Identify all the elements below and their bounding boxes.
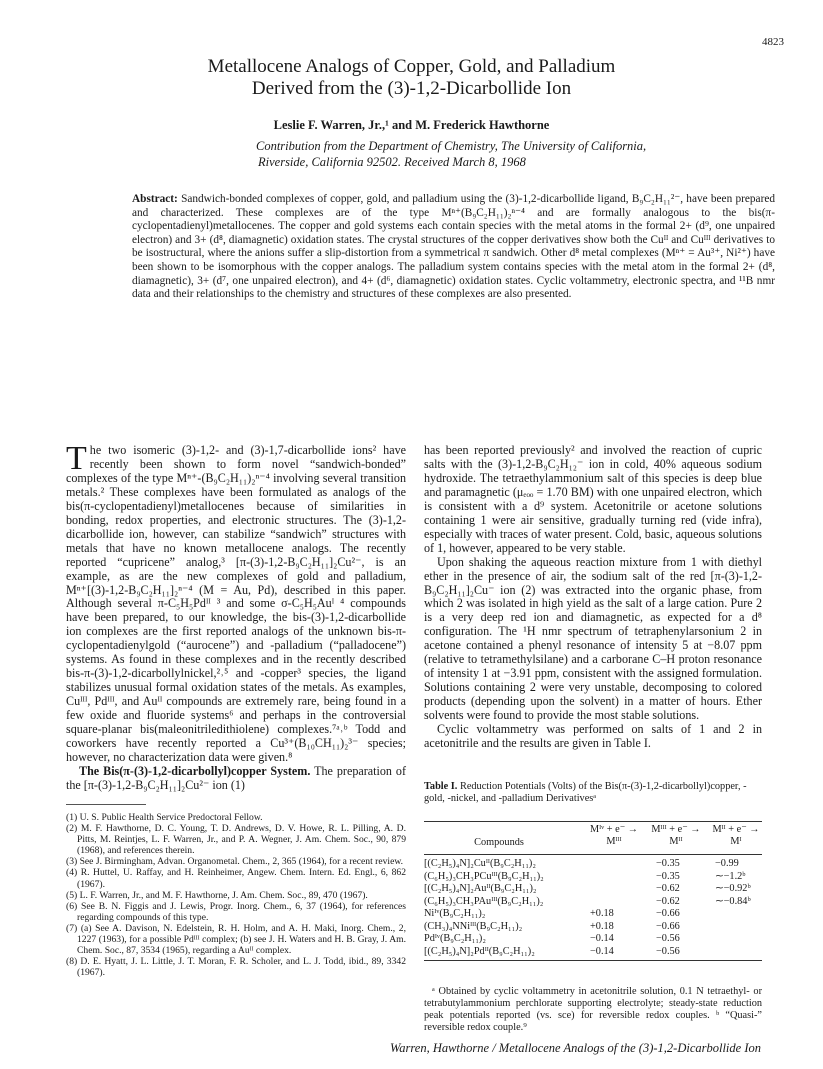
table-cell: +0.18	[590, 920, 614, 932]
table-cell: −0.66	[656, 920, 680, 932]
intro-paragraph	[66, 440, 406, 765]
table-row	[424, 908, 762, 921]
continued-paragraph: has been reported previously² and involved the reaction of cupric salts with the (3)-1,2-B₉C₂H₁₂⁻ ion in cold, 40% aqueous sodium hydroxide. The tetraethylammonium salt of this species is deep blue and paramagnetic (μₑₒₒ = 1.70 BM) with one unpaired electron, which is consistent with a d⁹ system. Acetonitrile or acetone solutions containing 1 were air sensitive, gradually turning red (vide infra), especially with traces of water present. Cold, basic, aqueous solutions of 1, however, appeared to be very stable.	[424, 443, 762, 555]
table-cell-compound: Niᴵᵛ(B₉C₂H₁₁)₂	[424, 908, 486, 919]
table-header-compounds: Compounds	[474, 837, 524, 848]
table-cell-compound: [(C₂H₅)₄N]₂Auᴵᴵ(B₉C₂H₁₁)₂	[424, 883, 537, 894]
table-footnote	[424, 986, 762, 1034]
extraction-paragraph: Upon shaking the aqueous reaction mixture from 1 with diethyl ether in the presence of air, the sodium salt of the red [π-(3)-1,2-B₉C₂H₁₁]₂Cu⁻ ion (2) was extracted into the organic phase, from which 2 was isolated in high yield as the salt of a large cation. Pure 2 is a very deep red ion and diamagnetic, as expected for a d⁸ configuration. The ¹H nmr spectrum of tetraphenylarsonium 2 in acetone contained a phenyl resonance of intensity 5 at −8.07 ppm (relative to tetramethylsilane) and a carborane C–H proton resonance of intensity 1 at −3.91 ppm, consistent with the assigned formulation. Solutions containing 2 were very unstable, decomposing to colored products (depending upon the solvent) in a matter of hours. Ether solvents were found to provide the most stable solutions.	[424, 554, 762, 723]
body-column-right	[424, 444, 762, 751]
running-footer: Warren, Hawthorne / Metallocene Analogs of the (3)-1,2-Dicarbollide Ion	[389, 1041, 761, 1055]
table-header-col-ii-i: Mᴵᴵ + e⁻ → Mᴵ	[712, 824, 760, 847]
paper-title	[0, 56, 823, 100]
affiliation-line-1: Contribution from the Department of Chemistry, The University of California,	[256, 139, 647, 153]
table-cell: −0.35	[656, 858, 680, 869]
table-cell: ∼−0.84ᵇ	[715, 895, 751, 907]
table-cell: −0.99	[715, 858, 739, 869]
table-cell: −0.62	[656, 895, 680, 907]
table-row	[424, 921, 762, 934]
affiliation-line-2: Riverside, California 92502. Received March 8, 1968	[258, 155, 526, 169]
abstract-label: Abstract:	[132, 193, 178, 205]
abstract-text: Sandwich-bonded complexes of copper, gold, and palladium using the (3)-1,2-dicarbollide ligand, B₉C₂H₁₁²⁻, have been prepared and characterized. These complexes are of the type Mⁿ⁺(B₉C₂H₁₁)₂ⁿ⁻⁴ and are formally analogous to the bis(π-cyclopentadienyl)metallocenes. The copper and gold systems each contain species with the metal atoms in the formal 2+ (d⁹, one unpaired electron) and 3+ (d⁸, diamagnetic) oxidation states. The crystal structures of the copper derivatives show both the Cuᴵᴵ and Cuᴵᴵᴵ derivatives to be isostructural, where the anions suffer a slip-distortion from a symmetrical π sandwich. Other d⁸ metal complexes (Mⁿ⁺ = Au³⁺, Ni²⁺) have been shown to be isomorphous with the copper analogs. The palladium system contains species with the metal atom in the formal 2+ (d⁸, diamagnetic), 3+ (d⁷, one unpaired electron), and 4+ (d⁶, diamagnetic) oxidation states. Cyclic voltammetry, electronic spectra, and ¹¹B nmr data and their relationships to the chemistry and structures of these complexes are also presented.	[132, 193, 775, 301]
body-column-left	[66, 440, 406, 793]
table-top-rule	[424, 821, 762, 822]
footnote-6: (6) See B. N. Figgis and J. Lewis, Progr. Inorg. Chem., 6, 37 (1964), for references regarding compounds of this type.	[66, 900, 406, 923]
table-footnote-text: ᵃ Obtained by cyclic voltammetry in acetonitrile solution, 0.1 N tetraethyl- or tetrabutylammonium perchlorate supporting electrolyte; steady-state reduction peak potentials reported (vs. sce) for reversible redox couples. ᵇ “Quasi-” reversible redox couple.⁹	[424, 986, 762, 1033]
drop-cap: T	[66, 440, 87, 477]
table-cell-compound: (C₆H₅)₃CH₃PAuᴵᴵᴵ(B₉C₂H₁₁)₂	[424, 895, 544, 907]
table-cell-compound: [(C₂H₅)₄N]₂Cuᴵᴵ(B₉C₂H₁₁)₂	[424, 858, 536, 869]
footnote-2: (2) M. F. Hawthorne, D. C. Young, T. D. Andrews, D. V. Howe, R. L. Pilling, A. D. Pitts, M. Reintjes, L. F. Warren, Jr., and P. A. Wegner, J. Am. Chem. Soc., 90, 879 (1968), and references therein.	[66, 823, 406, 857]
voltammetry-paragraph: Cyclic voltammetry was performed on salts of 1 and 2 in acetonitrile and the results are given in Table I.	[424, 722, 762, 751]
footnote-divider	[66, 804, 146, 805]
abstract	[132, 193, 775, 302]
table-cell: −0.14	[590, 933, 614, 944]
table-cell: −0.56	[656, 933, 680, 944]
table-header-col-iii-ii: Mᴵᴵᴵ + e⁻ → Mᴵᴵ	[651, 824, 701, 847]
table-cell: ∼−1.2ᵇ	[715, 870, 746, 882]
table-cell: +0.18	[590, 908, 614, 919]
page-number: 4823	[762, 36, 784, 48]
section-heading: The Bis(π-(3)-1,2-dicarbollyl)copper System.	[79, 763, 311, 778]
table-header	[424, 823, 762, 852]
table-cell-compound: [(C₂H₅)₄N]₂Pdᴵᴵ(B₉C₂H₁₁)₂	[424, 945, 535, 957]
table-row	[424, 871, 762, 884]
table-cell-compound: Pdᴵᵛ(B₉C₂H₁₁)₂	[424, 933, 486, 944]
table-row	[424, 933, 762, 946]
table-body	[424, 858, 762, 958]
table-header-col-iv-iii: Mᴵᵛ + e⁻ → Mᴵᴵᴵ	[589, 824, 639, 847]
footnote-8: (8) D. E. Hyatt, J. L. Little, J. T. Moran, F. R. Scholer, and L. J. Todd, ibid., 89, 3342 (1967).	[66, 956, 406, 979]
footnote-4: (4) R. Huttel, U. Raffay, and H. Reinheimer, Angew. Chem. Intern. Ed. Engl., 6, 862 (1967).	[66, 867, 406, 890]
author-list: Leslie F. Warren, Jr.,¹ and M. Frederick Hawthorne	[273, 118, 550, 132]
table-bottom-rule	[424, 960, 762, 961]
affiliation	[258, 138, 743, 170]
footnote-3: (3) See J. Birmingham, Advan. Organometal. Chem., 2, 365 (1964), for a recent review.	[66, 856, 404, 868]
table-cell: −0.62	[656, 883, 680, 894]
table-label: Table I.	[424, 781, 458, 792]
table-caption	[424, 781, 762, 805]
table-cell: −0.66	[656, 908, 680, 919]
table-cell: −0.56	[656, 945, 680, 957]
footnote-7: (7) (a) See A. Davison, N. Edelstein, R. H. Holm, and A. H. Maki, Inorg. Chem., 2, 1227 (1963), for a possible Pdᴵᴵᴵ complex; (b) see J. H. Waters and H. B. Gray, J. Am. Chem. Soc., 87, 3534 (1965), regarding a Auᴵᴵ complex.	[66, 922, 406, 957]
title-line-1: Metallocene Analogs of Copper, Gold, and Palladium	[207, 56, 616, 77]
copper-section-text: The preparation of the [π-(3)-1,2-B₉C₂H₁₁]₂Cu²⁻ ion (1)	[66, 763, 406, 792]
table-header-rule	[424, 854, 762, 855]
footnote-5: (5) L. F. Warren, Jr., and M. F. Hawthorne, J. Am. Chem. Soc., 89, 470 (1967).	[66, 889, 368, 901]
title-line-2: Derived from the (3)-1,2-Dicarbollide Ion	[251, 78, 572, 99]
table-cell: −0.35	[656, 870, 680, 882]
table-cell: ∼−0.92ᵇ	[715, 883, 751, 894]
table-row	[424, 883, 762, 896]
table-row	[424, 896, 762, 909]
table-cell-compound: (C₆H₅)₃CH₃PCuᴵᴵᴵ(B₉C₂H₁₁)₂	[424, 870, 544, 882]
copper-section-paragraph	[66, 765, 406, 793]
table-row	[424, 858, 762, 871]
table-row	[424, 946, 762, 959]
footnotes	[66, 812, 406, 978]
footnote-1: (1) U. S. Public Health Service Predoctoral Fellow.	[66, 812, 263, 823]
intro-text: he two isomeric (3)-1,2- and (3)-1,7-dicarbollide ions² have recently been shown to form novel “sandwich-bonded” complexes of the type Mⁿ⁺-(B₉C₂H₁₁)₂ⁿ⁻⁴ involving several transition metals.² These complexes have been formulated as analogs of the bis(π-cyclopentadienyl)metallocenes because of similarities in bonding, redox properties, and electronic structures. The (3)-1,2-dicarbollide ion, however, can stabilize “sandwich” structures with metals that have no known metallocene analogs. The recently reported “cupricene” analog,³ [π-(3)-1,2-B₉C₂H₁₁]₂Cu²⁻, is an example, as are the new complexes of gold and palladium, Mⁿ⁺[(3)-1,2-B₉C₂H₁₁]₂ⁿ⁻⁴ (M = Au, Pd), described in this paper. Although several π-C₅H₅Pdᴵᴵ ³ and some σ-C₅H₅Auᴵ ⁴ compounds have been prepared, to our knowledge, the bis-(3)-1,2-dicarbollide ion complexes are the first reported analogs of the unknown bis-π-cyclopentadienylgold (“aurocene”) and -palladium (“palladocene”) systems. As found in these complexes and in the recently described bis-π-(3)-1,2-dicarbollylnickel,²˒⁵ and -copper³ species, the ligand stabilizes unusual formal oxidation states of the metals. As examples, Cuᴵᴵᴵ, Pdᴵᴵᴵ, and Auᴵᴵ compounds are extremely rare, being found in a few oxide and fluoride systems⁶ and perhaps in the controversial square-planar bis(maleonitriledithiolene) complexes.⁷ᵃ˒ᵇ Todd and coworkers have recently reported a Cu³⁺(B₁₀CH₁₁)₂³⁻ species; however, no characterization data were given.⁸	[66, 443, 406, 764]
table-cell-compound: (CH₃)₄NNiᴵᴵᴵ(B₉C₂H₁₁)₂	[424, 920, 523, 932]
table-cell: −0.14	[590, 945, 614, 957]
table-caption-text: Reduction Potentials (Volts) of the Bis(π-(3)-1,2-dicarbollyl)copper, -gold, -nickel, and -palladium Derivativesᵃ	[424, 781, 747, 804]
